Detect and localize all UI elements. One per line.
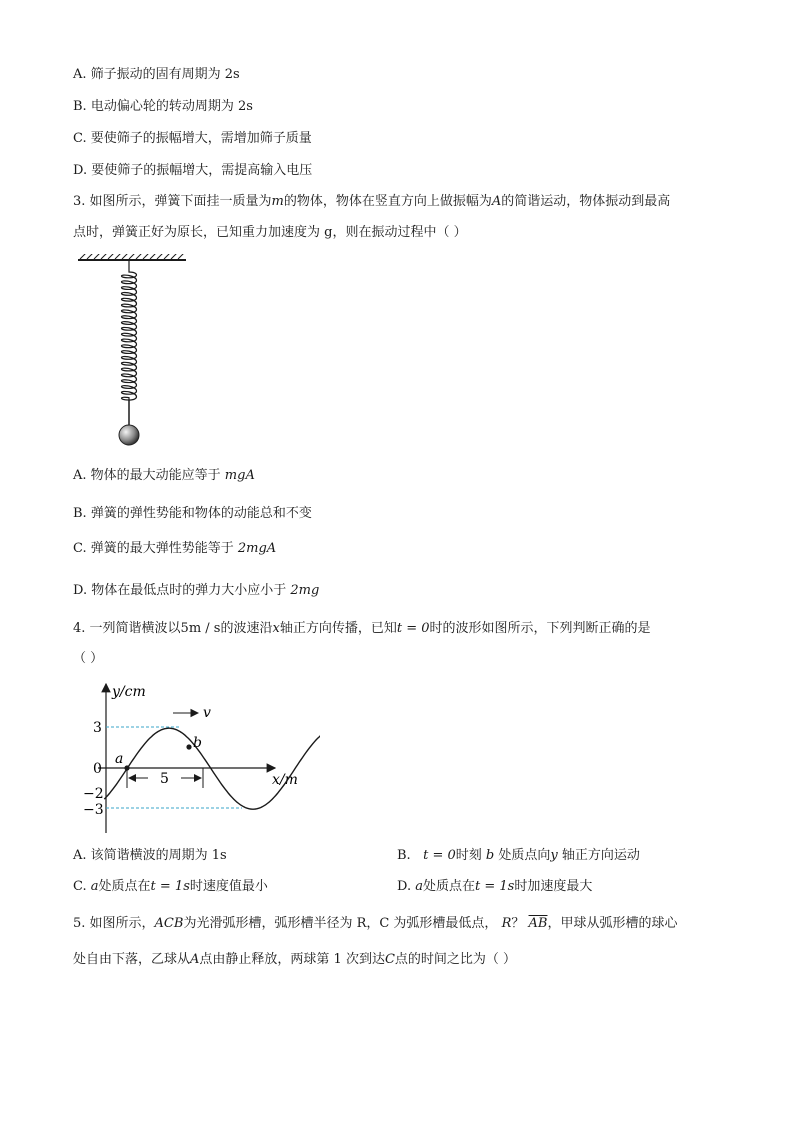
q3-option-d [73, 582, 319, 600]
q4-option-c-point: a [90, 879, 99, 894]
q3-option-a [73, 467, 255, 485]
q3-option-c-text: C. 弹簧的最大弹性势能等于 [73, 541, 234, 556]
point-b-dot [186, 744, 191, 749]
q5-point-c: C [384, 952, 395, 967]
q5-stem-text: 点由静止释放，两球第 1 次到达 [199, 952, 385, 967]
q4-option-c [73, 878, 268, 896]
q4-stem-line1 [73, 620, 651, 638]
q4-time-zero: t = 0 [396, 621, 430, 636]
q2-option-b: B. 电动偏心轮的转动周期为 2s [73, 99, 253, 114]
q4-option-b-text: 处质点向 [498, 848, 551, 863]
q3-stem-line1 [73, 193, 670, 211]
q4-option-d-letter: D. [397, 879, 412, 894]
velocity-label: v [203, 705, 211, 721]
q3-option-d-math: 2mg [290, 583, 320, 598]
q3-stem-text: 3. 如图所示，弹簧下面挂一质量为 [73, 194, 272, 209]
q4-option-b-text: 轴正方向运动 [561, 848, 640, 863]
q2-option-c: C. 要使筛子的振幅增大，需增加筛子质量 [73, 131, 312, 146]
x-axis-label: x/m [272, 772, 298, 788]
q4-option-d [397, 878, 592, 896]
q3-option-b: B. 弹簧的弹性势能和物体的动能总和不变 [73, 506, 312, 521]
point-b-label: b [193, 735, 202, 751]
q4-option-d-time: t = 1s [475, 879, 515, 894]
q5-stem-text: 5. 如图所示， [73, 916, 155, 931]
q2-option-d: D. 要使筛子的振幅增大，需提高输入电压 [73, 163, 313, 178]
q4-option-b-point: b [485, 848, 495, 863]
q4-speed: 5m / s [180, 621, 221, 636]
q3-stem-text: 的简谐运动，物体振动到最高 [501, 194, 671, 209]
tick-0: 0 [93, 761, 102, 777]
tick-3: 3 [93, 720, 102, 736]
q4-option-d-text: 处质点在 [423, 879, 476, 894]
q4-stem-text: 的波速沿 [220, 621, 273, 636]
q4-option-d-point: a [415, 879, 423, 894]
q3-option-c [73, 540, 276, 558]
q3-mass-symbol: m [271, 194, 284, 209]
q3-option-d-text: D. 物体在最低点时的弹力大小应小于 [73, 583, 287, 598]
q5-stem-line1 [73, 915, 678, 933]
q5-stem-text: 点的时间之比为（ ） [394, 952, 517, 967]
q5-garbled-symbol: ？ [511, 916, 525, 931]
q4-option-c-time: t = 1s [150, 879, 190, 894]
q5-point-a: A [190, 952, 200, 967]
y-axis-label: y/cm [112, 684, 146, 700]
point-a-label: a [115, 751, 124, 767]
q3-stem-text: 的物体，物体在竖直方向上做振幅为 [283, 194, 492, 209]
q4-option-c-text: 处质点在 [98, 879, 151, 894]
q4-stem-text: 4. 一列简谐横波以 [73, 621, 181, 636]
wave-graph [70, 676, 320, 836]
tick-minus-2: −2 [83, 786, 104, 802]
q3-amplitude-symbol: A [491, 194, 502, 209]
q4-option-b-time: t = 0 [423, 848, 456, 863]
q4-option-b-letter: B. [397, 848, 411, 863]
q5-arc-ab: $\overline{AB}$ [528, 916, 548, 931]
q4-stem-text: 轴正方向传播，已知 [279, 621, 397, 636]
q3-option-a-text: A. 物体的最大动能应等于 [73, 468, 221, 483]
spring-diagram [70, 254, 195, 450]
q2-option-a: A. 筛子振动的固有周期为 2s [73, 67, 240, 82]
q5-r-symbol: R [501, 916, 512, 931]
q4-option-a: A. 该简谐横波的周期为 1s [73, 848, 227, 863]
q4-option-b-text: 时刻 [455, 848, 482, 863]
ceiling-hatch [80, 254, 186, 259]
wave-curve [104, 728, 320, 809]
q5-stem-line2 [73, 951, 516, 969]
q3-option-c-math: 2mgA [237, 541, 277, 556]
q4-option-b [397, 847, 640, 865]
q4-stem-text: 时的波形如图所示，下列判断正确的是 [429, 621, 651, 636]
q4-option-b-y: y [550, 848, 558, 863]
q5-stem-text: 处自由下落，乙球从 [73, 952, 191, 967]
q3-option-a-math: mgA [224, 468, 255, 483]
q4-option-c-text: 时速度值最小 [189, 879, 268, 894]
q4-option-d-text: 时加速度最大 [514, 879, 593, 894]
spring-coil [122, 260, 137, 400]
ball-mass [119, 425, 139, 445]
distance-label: 5 [160, 771, 169, 787]
q5-arc-acb: ACB [154, 916, 184, 931]
q3-stem-line2: 点时，弹簧正好为原长，已知重力加速度为 g，则在振动过程中（ ） [73, 225, 467, 240]
q5-stem-text: ，甲球从弧形槽的球心 [547, 916, 678, 931]
q4-x-symbol: x [272, 621, 280, 636]
q4-stem-line2: （ ） [73, 651, 104, 666]
tick-minus-3: −3 [83, 802, 104, 818]
q5-stem-text: 为光滑弧形槽，弧形槽半径为 R，C 为弧形槽最低点， [183, 916, 498, 931]
q4-option-c-letter: C. [73, 879, 87, 894]
